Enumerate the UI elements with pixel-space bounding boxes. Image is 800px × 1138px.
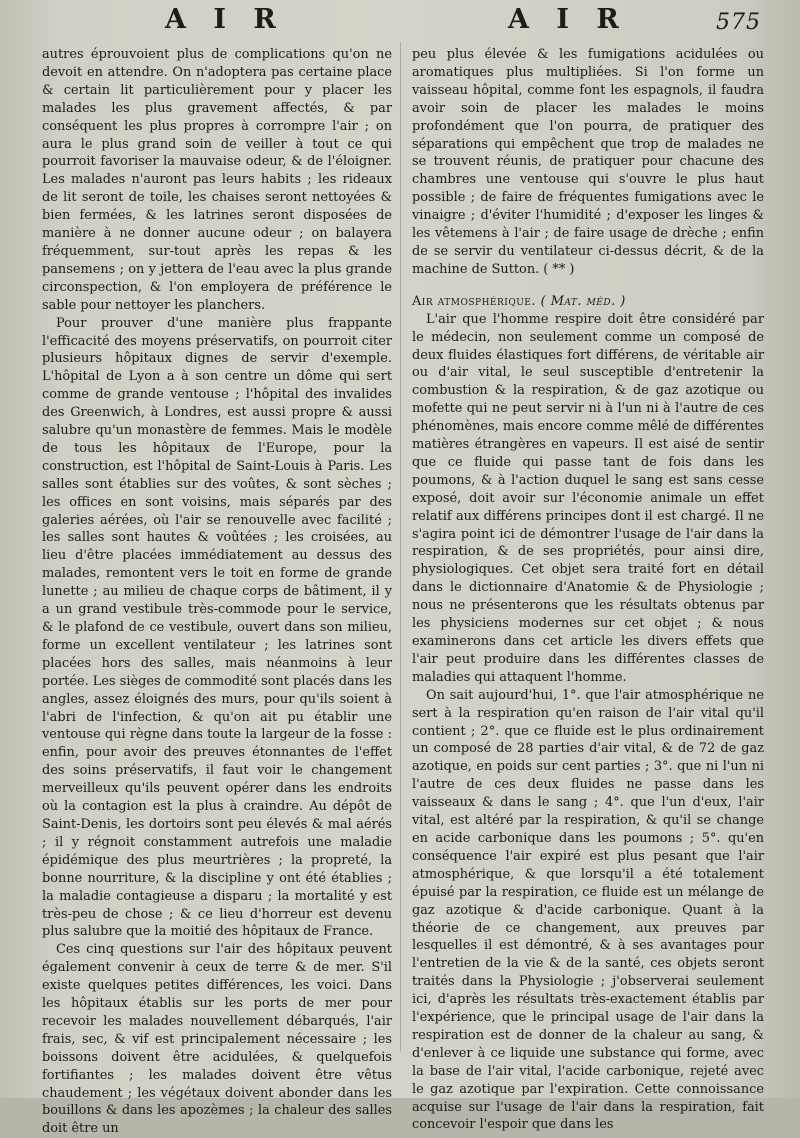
paragraph: autres éprouvoient plus de complications qu'on ne devoit en attendre. On n'adoptera pas certaine place & certain lit particulièrement pour y placer les malades les plus gravement affectés, & par conséquent les plus propres à corrompre l'air ; on aura le plus grand soin de veiller à tout ce qui pourroit favoriser la mauvaise odeur, & de l'éloigner. Les malades n'auront pas leurs habits ; les rideaux de lit seront de toile, les chaises seront nettoyées & bien fermées, & les latrines seront disposées de manière à ne donner aucune odeur ; on balayera fréquemment, sur-tout après les repas & les pansemens ; on y jettera de l'eau avec la plus grande circonspection, & l'on employera de préférence le sable pour nettoyer les planchers. [42,47,392,313]
left-column [42,46,392,1138]
paragraph: peu plus élevée & les fumigations acidulées ou aromatiques plus multipliées. Si l'on forme un vaisseau hôpital, comme font les espagnols, il faudra avoir soin de placer les malades le moins profondément que l'on pourra, de pratiquer des séparations qui empêchent que trop de malades ne se trouvent réunis, de pratiquer pour chacune des chambres une ventouse qui s'ouvre le plus haut possible ; de faire de fréquentes fumigations avec le vinaigre ; d'éviter l'humidité ; d'exposer les linges & les vêtemens à l'air ; de faire usage de drèche ; enfin de se servir du ventilateur ci-dessus décrit, & de la machine de Sutton. ( ** ) [412,47,764,277]
paragraph: On sait aujourd'hui, 1°. que l'air atmosphérique ne sert à la respiration qu'en raison de l'air vital qu'il contient ; 2°. que ce fluide est le plus ordinairement un composé de 28 parties d'air vital, & de 72 de gaz azotique, en poids sur cent parties ; 3°. que ni l'un ni l'autre de ces deux fluides ne passe dans les vaisseaux & dans le sang ; 4°. que l'un d'eux, l'air vital, est altéré par la respiration, & qu'il se change en acide carbonique dans les poumons ; 5°. qu'en conséquence l'air expiré est plus pesant que l'air atmosphérique, & que lorsqu'il a été totalement épuisé par la respiration, ce fluide est un mélange de gaz azotique & d'acide carbonique. Quant à la théorie de ce changement, aux preuves par lesquelles il est démontré, & à ses avantages pour l'entretien de la vie & de la santé, ces objets seront traités dans la Physiologie ; j'observerai seulement ici, d'après les résultats très-exactement établis par l'expérience, que le principal usage de l'air dans la respiration est de donner de la chaleur au sang, & d'enlever à ce liquide une substance qui forme, avec la base de l'air vital, l'acide carbonique, rejeté avec le gaz azotique par l'expiration. Cette connoissance acquise sur l'usage de l'air dans la respiration, fait concevoir l'espoir que dans les [412,687,764,1133]
section-heading [412,293,764,311]
running-head-left: A I R [165,4,285,35]
column-divider [400,42,401,1052]
running-head-right: A I R [508,4,628,35]
paragraph: Pour prouver d'une manière plus frappante l'efficacité des moyens préservatifs, on pourroit citer plusieurs hôpitaux dignes de servir d'exemple. L'hôpital de Lyon a à son centre un dôme qui sert comme de grande ventouse ; l'hôpital des invalides des Greenwich, à Londres, est aussi propre & aussi salubre qu'un monastère de femmes. Mais le modèle de tous les hôpitaux de l'Europe, pour la construction, est l'hôpital de Saint-Louis à Paris. Les salles sont établies sur des voûtes, & sont sèches ; les offices en sont voisins, mais séparés par des galeries aérées, où l'air se renouvelle avec facilité ; les salles sont hautes & voûtées ; les croisées, au lieu d'être placées immédiatement au dessus des malades, remontent vers le toit en forme de grande lunette ; au milieu de chaque corps de bâtiment, il y a un grand vestibule très-commode pour le service, & le plafond de ce vestibule, ouvert dans son milieu, forme un excellent ventilateur ; les latrines sont placées hors des salles, mais néanmoins à leur portée. Les sièges de commodité sont placés dans les angles, assez éloignés des murs, pour qu'ils soient à l'abri de l'infection, & qu'on ait pu établir une ventouse qui règne dans toute la largeur de la fosse : enfin, pour avoir des preuves étonnantes de l'effet des soins préservatifs, il faut voir le changement merveilleux qu'ils peuvent opérer dans les endroits où la contagion est la plus à craindre. Au dépôt de Saint-Denis, les dortoirs sont peu élevés & mal aérés ; il y régnoit constamment autrefois une maladie épidémique des plus meurtrières ; la propreté, la bonne nourriture, & la discipline y ont été établies ; la maladie contagieuse a disparu ; la mortalité y est très-peu de chose ; & ce lieu d'horreur est devenu plus salubre que la moitié des hôpitaux de France. [42,315,393,940]
section-subtitle: ( Mat. méd. ) [540,293,626,309]
section-title: Air atmosphérique. [412,293,536,309]
paragraph: Ces cinq questions sur l'air des hôpitaux peuvent également convenir à ceux de terre & de mer. S'il existe quelques petites différences, les voici. Dans les hôpitaux établis sur les ports de mer pour recevoir les malades nouvellement débarqués, l'air frais, sec, & vif est principalement nécessaire ; les boissons doivent être acidulées, & quelquefois fortifiantes ; les malades doivent être vêtus chaudement ; les végétaux doivent abonder dans les bouillons & dans les apozèmes ; la chaleur des salles doit être un [42,942,392,1137]
running-header [0,4,800,40]
paragraph: L'air que l'homme respire doit être considéré par le médecin, non seulement comme un composé de deux fluides élastiques fort différens, de véritable air ou d'air vital, le seul susceptible d'entretenir la combustion & la respiration, & de gaz azotique ou mofette qui ne peut servir ni à l'un ni à l'autre de ces phénomènes, mais encore comme mêlé de différentes matières étrangères en vapeurs. Il est aisé de sentir que ce fluide qui passe tant de fois dans les poumons, & à l'action duquel le sang est sans cesse exposé, doit avoir sur l'économie animale un effet relatif aux différens principes dont il est chargé. Il ne s'agira point ici de démontrer l'usage de l'air dans la respiration, & de ses propriétés, pour ainsi dire, physiologiques. Cet objet sera traité fort en détail dans le dictionnaire d'Anatomie & de Physiologie ; nous ne présenterons que les résultats obtenus par les physiciens modernes sur cet objet ; & nous examinerons dans cet article les divers effets que l'air peut produire dans les différentes classes de maladies qui attaquent l'homme. [412,311,764,685]
page-number: 575 [716,10,761,35]
right-column [412,46,764,1134]
